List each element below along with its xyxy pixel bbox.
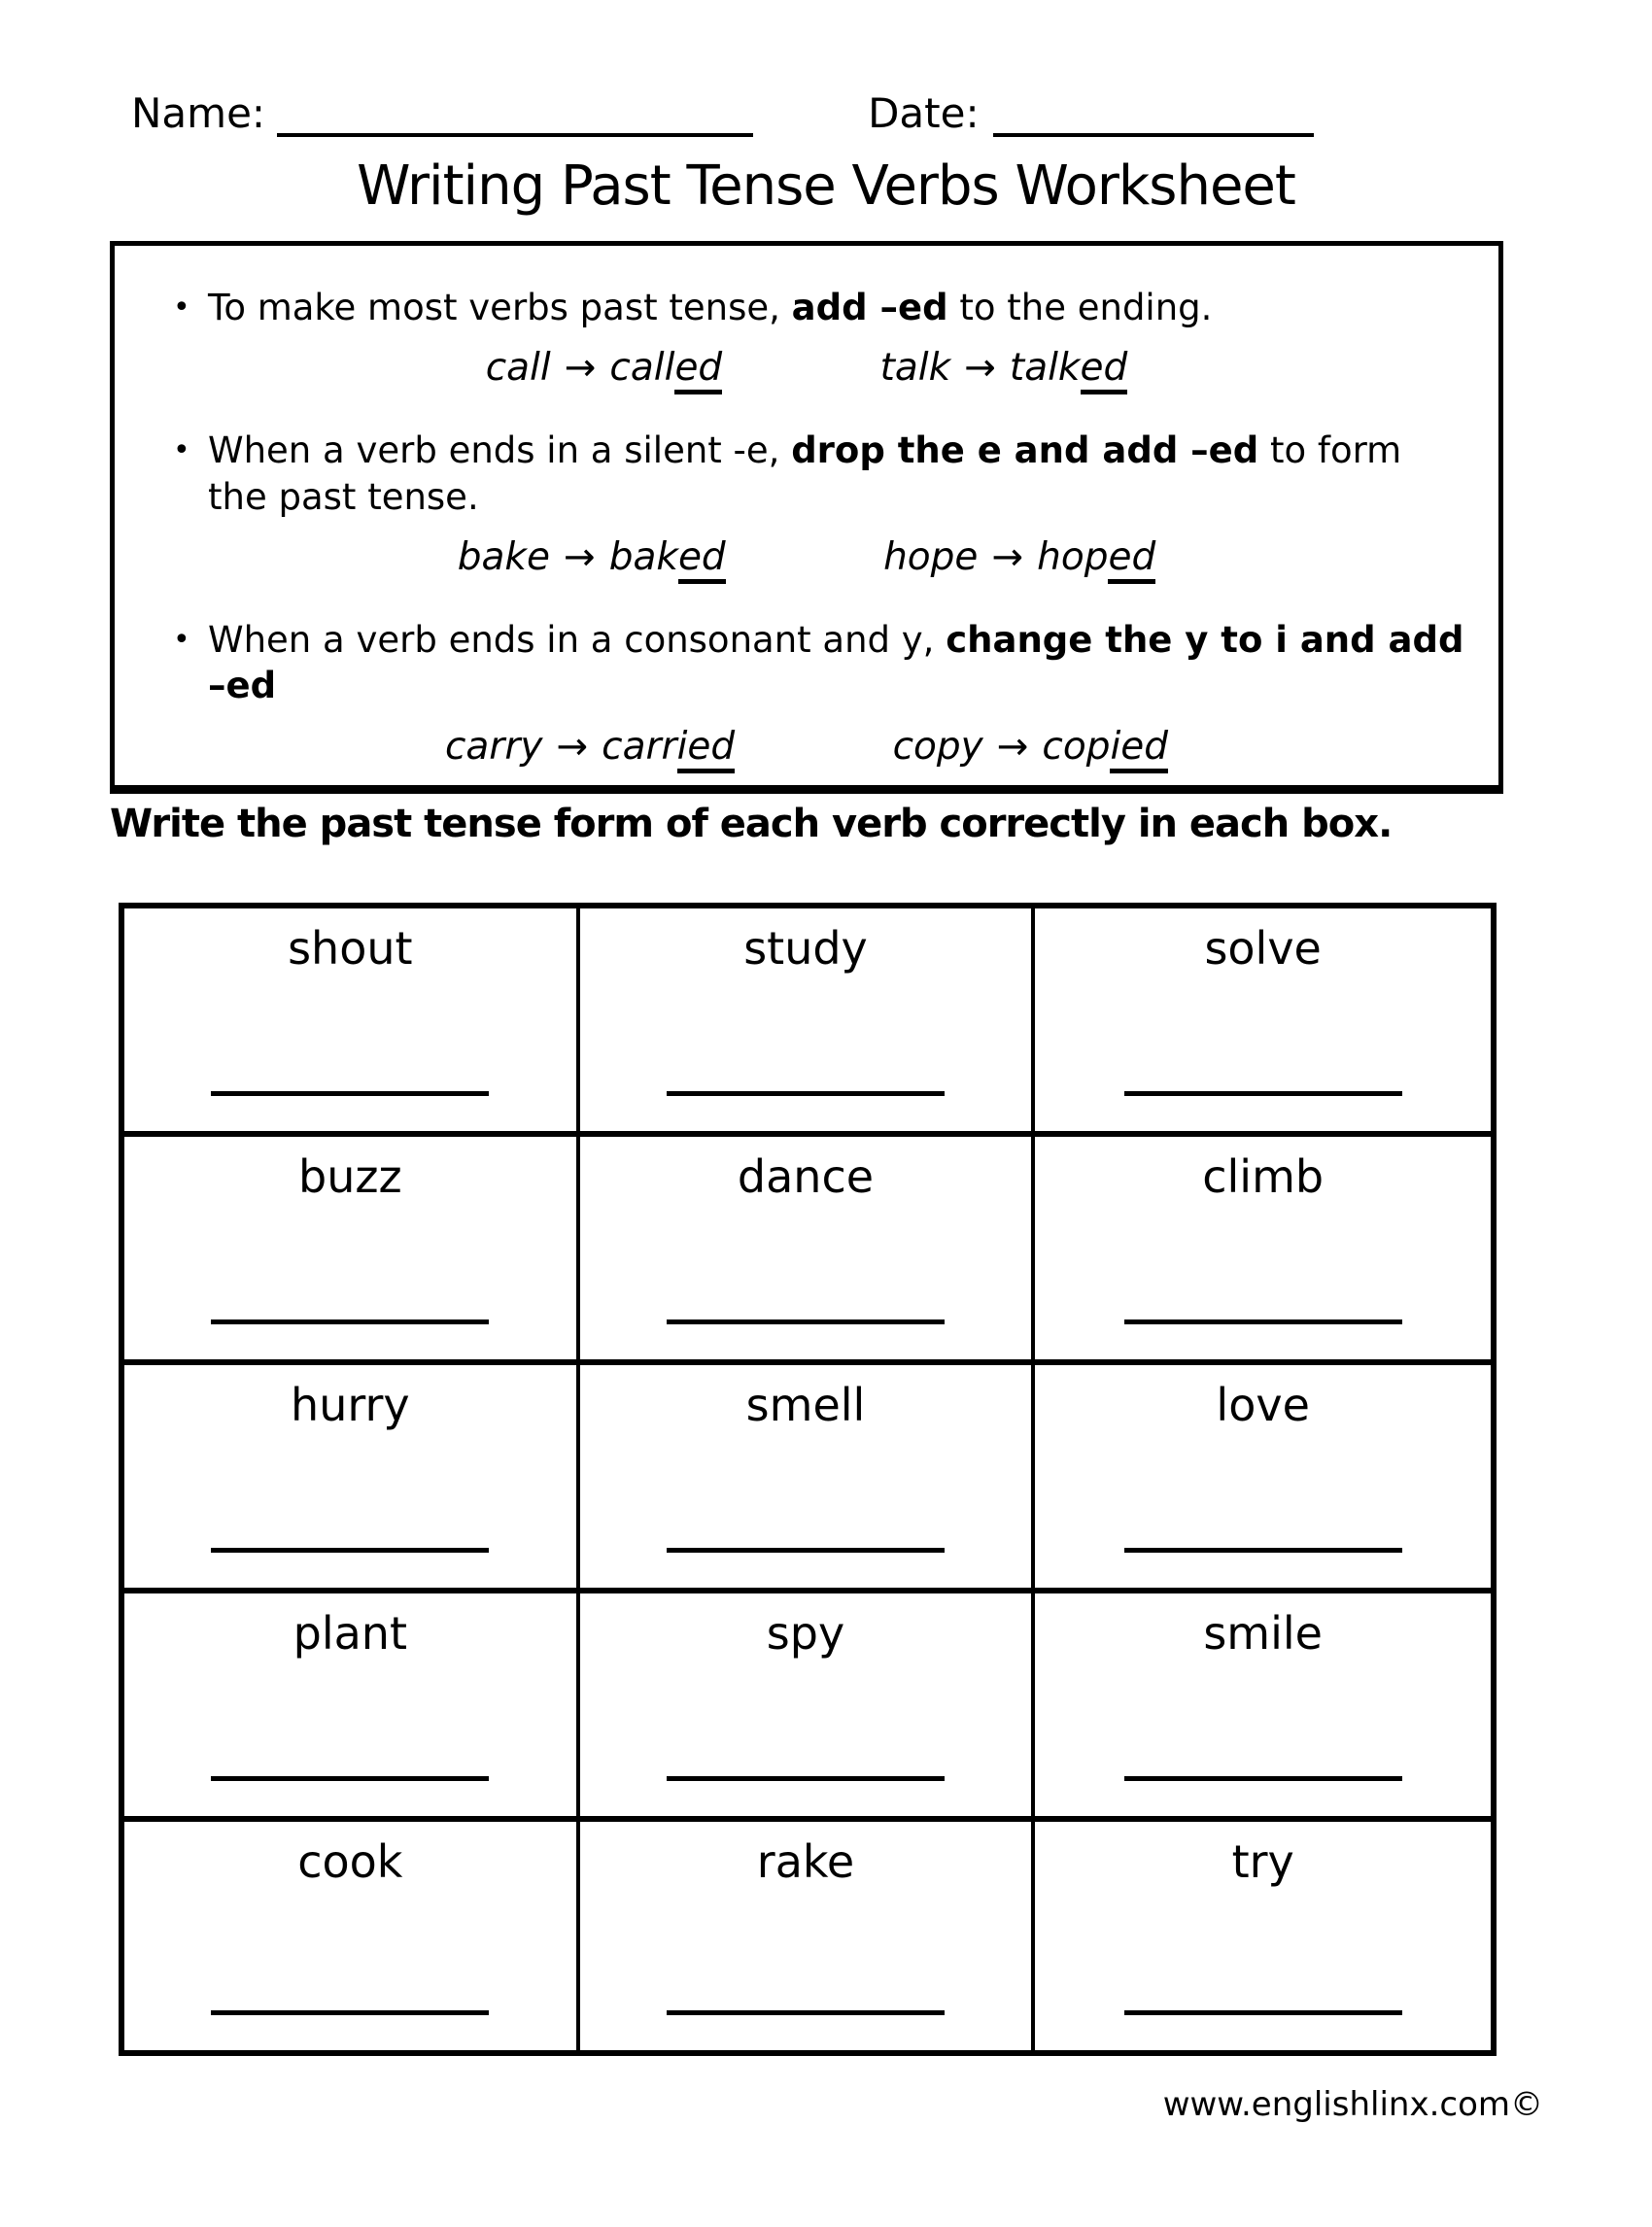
verb-word: cook [297, 1834, 403, 1888]
arrow-icon: → [964, 346, 996, 391]
answer-blank-line[interactable] [1124, 1086, 1402, 1096]
example-pair [883, 535, 1155, 584]
verb-word: buzz [298, 1149, 402, 1203]
rule-1-pre: To make most verbs past tense, [208, 287, 792, 328]
verb-cell-plant [124, 1593, 580, 1822]
example-from: call [485, 346, 551, 391]
verb-cell-shout [124, 908, 580, 1137]
rule-3-bold: change the y to i and add –ed [208, 618, 1464, 707]
example-from: talk [879, 346, 951, 391]
arrow-icon: → [556, 724, 589, 769]
arrow-icon: → [991, 535, 1024, 580]
answer-blank-line[interactable] [667, 1315, 945, 1324]
rules-box [110, 241, 1503, 794]
verb-cell-rake [580, 1822, 1036, 2050]
verb-word: study [743, 921, 868, 975]
arrow-icon: → [564, 346, 597, 391]
verb-word: dance [737, 1149, 875, 1203]
answer-blank-line[interactable] [667, 1543, 945, 1553]
example-from: carry [444, 724, 543, 769]
arrow-icon: → [996, 724, 1029, 769]
example-base: call [609, 346, 675, 391]
verbs-grid [119, 903, 1497, 2056]
rule-2-bold: drop the e and add –ed [791, 429, 1259, 472]
date-blank-line[interactable] [993, 94, 1314, 137]
example-base: carr [602, 724, 677, 769]
rule-3-text-line [148, 617, 1465, 709]
rule-2-examples [148, 535, 1465, 584]
example-suffix: ied [677, 728, 736, 773]
verb-word: smell [745, 1378, 866, 1431]
answer-blank-line[interactable] [667, 1771, 945, 1781]
verb-word: shout [288, 921, 413, 975]
page-title: Writing Past Tense Verbs Worksheet [357, 154, 1295, 218]
example-pair [893, 725, 1168, 773]
verb-word: rake [756, 1834, 855, 1888]
example-from: hope [883, 535, 979, 580]
example-pair [458, 535, 726, 584]
verb-word: spy [766, 1606, 845, 1660]
rule-3-pre: When a verb ends in a consonant and y, [208, 618, 946, 661]
rule-1-text-line [148, 285, 1465, 330]
answer-blank-line[interactable] [1124, 2005, 1402, 2015]
rule-2-text [208, 428, 1465, 520]
verb-word: smile [1203, 1606, 1323, 1660]
example-suffix: ed [1108, 538, 1155, 584]
answer-blank-line[interactable] [667, 2005, 945, 2015]
verb-word: solve [1204, 921, 1322, 975]
answer-blank-line[interactable] [1124, 1771, 1402, 1781]
bullet-icon: • [173, 291, 190, 325]
verb-cell-smile [1035, 1593, 1491, 1822]
verb-cell-spy [580, 1593, 1036, 1822]
header-row [131, 89, 1652, 137]
answer-blank-line[interactable] [211, 1771, 489, 1781]
example-pair [445, 725, 735, 773]
example-pair [486, 346, 722, 394]
verb-cell-try [1035, 1822, 1491, 2050]
example-pair [880, 346, 1128, 394]
bullet-icon: • [173, 622, 190, 657]
rule-1-post: to the ending. [947, 287, 1213, 328]
verb-cell-buzz [124, 1137, 580, 1365]
verb-cell-dance [580, 1137, 1036, 1365]
example-from: copy [892, 724, 983, 769]
example-suffix: ed [678, 538, 726, 584]
rule-1-bold: add –ed [791, 287, 948, 328]
answer-blank-line[interactable] [1124, 1543, 1402, 1553]
rule-1-text [208, 285, 1465, 330]
rule-3-examples [148, 725, 1465, 773]
date-label: Date: [868, 89, 980, 137]
verb-cell-climb [1035, 1137, 1491, 1365]
verb-cell-hurry [124, 1365, 580, 1593]
example-base: cop [1042, 724, 1111, 769]
arrow-icon: → [564, 535, 596, 580]
example-base: hop [1037, 535, 1109, 580]
rule-1 [148, 285, 1465, 394]
instruction-text: Write the past tense form of each verb correctly in each box. [110, 801, 1393, 846]
answer-blank-line[interactable] [211, 1543, 489, 1553]
answer-blank-line[interactable] [211, 1315, 489, 1324]
verb-cell-cook [124, 1822, 580, 2050]
verb-word: love [1216, 1378, 1310, 1431]
answer-blank-line[interactable] [211, 2005, 489, 2015]
verb-word: try [1231, 1834, 1294, 1888]
example-from: bake [457, 535, 550, 580]
name-blank-line[interactable] [277, 94, 753, 137]
verb-cell-smell [580, 1365, 1036, 1593]
verb-word: hurry [291, 1378, 410, 1431]
website-credit: www.englishlinx.com© [1162, 2084, 1543, 2124]
verb-word: climb [1202, 1149, 1325, 1203]
verb-cell-love [1035, 1365, 1491, 1593]
rule-2-pre: When a verb ends in a silent -e, [208, 429, 792, 472]
example-suffix: ed [1081, 349, 1128, 394]
rule-2 [148, 428, 1465, 584]
verb-cell-solve [1035, 908, 1491, 1137]
rule-3 [148, 617, 1465, 773]
example-suffix: ed [674, 349, 722, 394]
verb-cell-study [580, 908, 1036, 1137]
rule-2-post: to form the past tense. [208, 429, 1402, 518]
rule-1-examples [148, 346, 1465, 394]
bullet-icon: • [173, 433, 190, 468]
answer-blank-line[interactable] [667, 1086, 945, 1096]
name-label: Name: [131, 89, 266, 137]
example-base: talk [1009, 346, 1081, 391]
rule-3-text [208, 617, 1465, 709]
example-suffix: ied [1110, 728, 1168, 773]
answer-blank-line[interactable] [1124, 1315, 1402, 1324]
example-base: bak [608, 535, 678, 580]
verb-word: plant [293, 1606, 407, 1660]
answer-blank-line[interactable] [211, 1086, 489, 1096]
rule-2-text-line [148, 428, 1465, 520]
